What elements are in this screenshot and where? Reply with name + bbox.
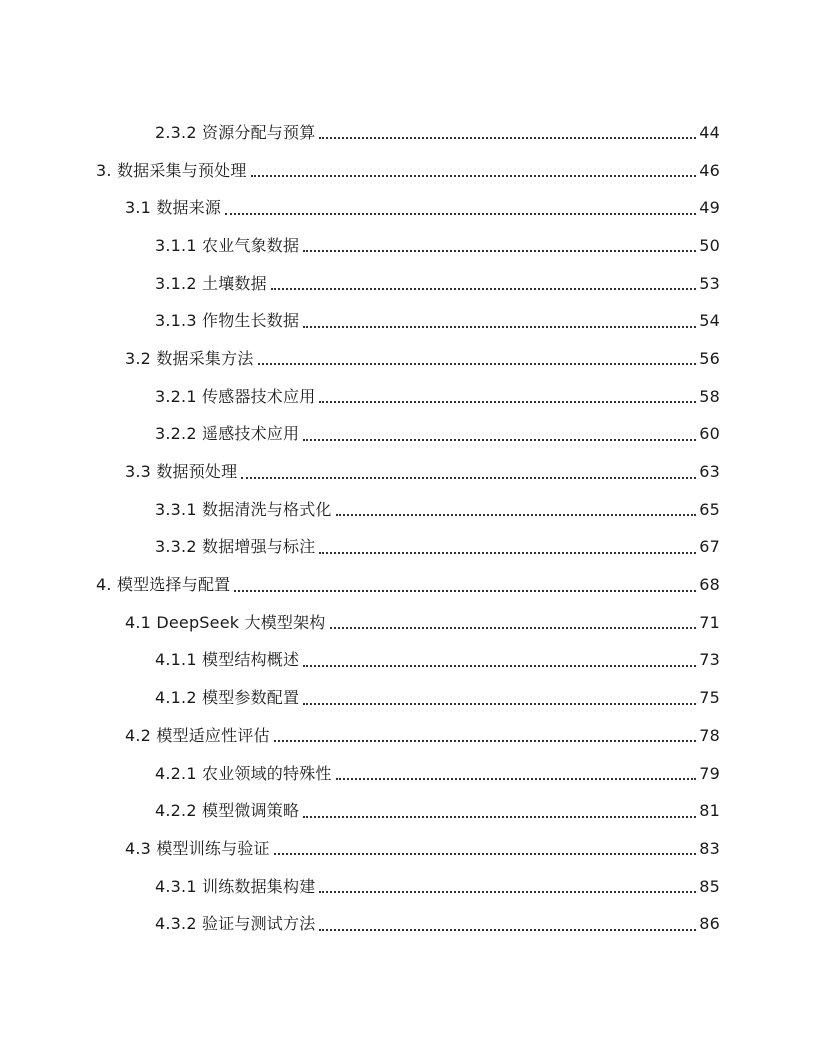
toc-entry-page: 60 [699,424,720,444]
toc-entry[interactable] [0,905,816,943]
toc-entry[interactable] [0,227,816,265]
toc-entry-page: 63 [699,462,720,482]
dot-leader [319,136,696,139]
dot-leader [303,702,696,705]
toc-entry[interactable] [0,491,816,529]
toc-entry-page: 79 [699,763,720,783]
toc-entry-page: 50 [699,235,720,255]
dot-leader [225,212,696,215]
dot-leader [336,777,696,780]
toc-entry[interactable] [0,566,816,604]
toc-entry-title: 2.3.2 资源分配与预算 [155,122,316,142]
dot-leader [303,664,696,667]
dot-leader [319,551,696,554]
toc-entry-page: 68 [699,575,720,595]
toc-entry[interactable] [0,265,816,303]
toc-entry[interactable] [0,604,816,642]
toc-entry-title: 3.3 数据预处理 [125,462,238,482]
toc-entry-title: 3.2.2 遥感技术应用 [155,424,300,444]
dot-leader [251,174,696,177]
toc-entry-title: 3. 数据采集与预处理 [96,160,247,180]
toc-entry-page: 67 [699,537,720,557]
toc-entry-title: 4.3.2 验证与测试方法 [155,914,316,934]
toc-entry-title: 4.1.2 模型参数配置 [155,688,300,708]
toc-entry[interactable] [0,717,816,755]
dot-leader [319,890,696,893]
toc-entry[interactable] [0,529,816,567]
toc-entry[interactable] [0,642,816,680]
toc-entry[interactable] [0,868,816,906]
toc-entry-title: 4.1.1 模型结构概述 [155,650,300,670]
toc-entry-page: 53 [699,273,720,293]
toc-entry-page: 65 [699,499,720,519]
dot-leader [274,852,696,855]
toc-entry[interactable] [0,114,816,152]
toc-entry[interactable] [0,416,816,454]
toc-entry-page: 78 [699,725,720,745]
toc-entry-page: 44 [699,122,720,142]
dot-leader [336,513,696,516]
dot-leader [330,626,697,629]
table-of-contents [0,114,816,943]
toc-entry-page: 73 [699,650,720,670]
toc-entry[interactable] [0,340,816,378]
toc-entry[interactable] [0,755,816,793]
toc-entry-title: 3.1 数据来源 [125,198,222,218]
dot-leader [274,739,696,742]
toc-entry[interactable] [0,189,816,227]
toc-entry-page: 83 [699,838,720,858]
toc-entry-page: 75 [699,688,720,708]
toc-entry-title: 4.2.2 模型微调策略 [155,801,300,821]
toc-entry-title: 4.1 DeepSeek 大模型架构 [125,612,326,632]
dot-leader [303,815,696,818]
toc-entry[interactable] [0,302,816,340]
toc-entry[interactable] [0,679,816,717]
dot-leader [234,589,696,592]
toc-entry[interactable] [0,152,816,190]
dot-leader [319,928,696,931]
dot-leader [271,287,696,290]
toc-entry[interactable] [0,453,816,491]
dot-leader [241,476,696,479]
toc-entry[interactable] [0,378,816,416]
toc-entry-title: 3.1.2 土壤数据 [155,273,267,293]
toc-entry-page: 81 [699,801,720,821]
toc-entry-page: 56 [699,348,720,368]
toc-entry-title: 3.1.1 农业气象数据 [155,235,300,255]
toc-entry-title: 4.3.1 训练数据集构建 [155,876,316,896]
toc-entry-page: 71 [699,612,720,632]
toc-entry-page: 86 [699,914,720,934]
toc-entry-title: 4. 模型选择与配置 [96,575,231,595]
toc-entry-title: 3.1.3 作物生长数据 [155,311,300,331]
toc-entry-title: 4.2 模型适应性评估 [125,725,270,745]
dot-leader [303,325,696,328]
toc-entry-title: 3.3.2 数据增强与标注 [155,537,316,557]
toc-entry[interactable] [0,830,816,868]
toc-entry[interactable] [0,792,816,830]
toc-entry-title: 4.3 模型训练与验证 [125,838,270,858]
dot-leader [303,249,696,252]
toc-entry-title: 4.2.1 农业领域的特殊性 [155,763,332,783]
dot-leader [319,400,696,403]
toc-entry-page: 49 [699,198,720,218]
dot-leader [303,438,696,441]
dot-leader [258,362,696,365]
toc-entry-title: 3.2 数据采集方法 [125,348,254,368]
toc-entry-page: 85 [699,876,720,896]
toc-entry-page: 46 [699,160,720,180]
toc-entry-page: 54 [699,311,720,331]
toc-entry-page: 58 [699,386,720,406]
toc-entry-title: 3.3.1 数据清洗与格式化 [155,499,332,519]
toc-entry-title: 3.2.1 传感器技术应用 [155,386,316,406]
